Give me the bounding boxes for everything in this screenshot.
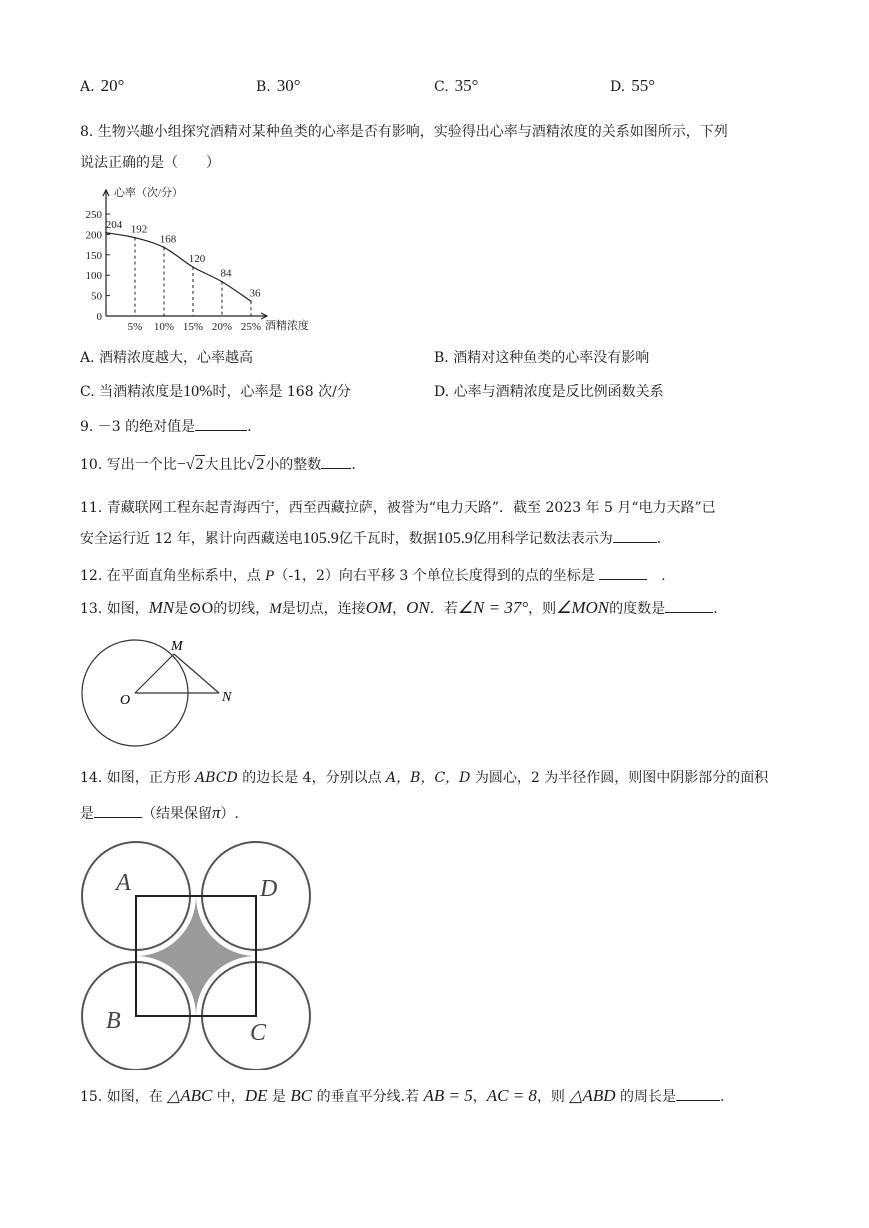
y-axis-title: 心率（次/分） xyxy=(114,187,184,199)
data-point xyxy=(221,281,223,283)
q9-text: 9. －3 的绝对值是 xyxy=(80,419,196,435)
label-n: N xyxy=(222,690,232,705)
q8-option-c-value: 10% xyxy=(183,383,213,400)
q7-option-b: B. 30° xyxy=(256,76,301,95)
y-tick-label: 200 xyxy=(85,229,102,242)
data-label: 168 xyxy=(159,233,177,246)
q7-option-c: C. 35° xyxy=(434,76,479,95)
q10-sqrt2: √2 xyxy=(246,456,265,473)
x-axis-title: 酒精浓度 xyxy=(265,320,309,332)
q7-option-d: D. 55° xyxy=(610,76,655,95)
q11-line1: 11. 青藏联网工程东起青海西宁，西至西藏拉萨，被誉为“电力天路”．截至 2023 年 5 月“电力天路”已 xyxy=(80,500,716,516)
q11-answer-blank xyxy=(613,528,657,543)
x-tick-label: 25% xyxy=(240,321,262,333)
q12-line: 12. 在平面直角坐标系中，点 P（-1，2）向右平移 3 个单位长度得到的点的坐标是 . xyxy=(80,565,666,585)
q8-line-chart xyxy=(76,186,346,336)
x-tick-label: 5% xyxy=(127,321,143,333)
y-tick-label: 150 xyxy=(85,249,102,262)
y-tick-label: 0 xyxy=(96,311,102,323)
q11-number-1: 105.9 xyxy=(302,530,339,547)
q7-option-a: A. 20° xyxy=(80,76,125,95)
segment-om xyxy=(135,654,174,693)
q10-pre: 10. 写出一个比 xyxy=(80,457,177,473)
q14-four-circles-figure xyxy=(80,838,320,1070)
y-tick-label: 100 xyxy=(85,270,102,283)
label-a: A xyxy=(116,870,131,896)
q14-answer-blank xyxy=(94,803,142,818)
x-tick-label: 10% xyxy=(153,321,175,333)
q8-option-d: D. 心率与酒精浓度是反比例函数关系 xyxy=(434,384,664,400)
q11-number-2: 105.9 xyxy=(436,530,473,547)
q9-answer-blank xyxy=(195,416,247,431)
data-point xyxy=(250,301,252,303)
data-label: 120 xyxy=(188,253,206,266)
q12-answer-blank xyxy=(599,565,647,580)
segment-mn xyxy=(174,654,219,693)
q10-mid: 大且比 xyxy=(204,457,247,473)
data-label: 192 xyxy=(130,223,148,236)
x-tick-label: 15% xyxy=(182,321,204,333)
label-o: O xyxy=(120,693,131,708)
q8-option-a: A. 酒精浓度越大，心率越高 xyxy=(80,350,254,366)
q14-line2: 是 （结果保留π）. xyxy=(80,803,239,822)
x-tick-label: 20% xyxy=(211,321,233,333)
data-point xyxy=(134,237,136,239)
label-d: D xyxy=(260,876,278,902)
q13-answer-blank xyxy=(665,598,713,613)
data-point xyxy=(163,247,165,249)
data-label: 204 xyxy=(105,218,123,231)
q8-stem-line1: 8. 生物兴趣小组探究酒精对某种鱼类的心率是否有影响，实验得出心率与酒精浓度的关系如图所示，下列 xyxy=(80,124,728,140)
q9-line: 9. －3 的绝对值是 . xyxy=(80,416,252,436)
data-point xyxy=(192,266,194,268)
q10-neg-sqrt2: −√2 xyxy=(176,456,204,473)
label-c: C xyxy=(250,1020,267,1046)
q8-option-b: B. 酒精对这种鱼类的心率没有影响 xyxy=(434,350,650,366)
q15-answer-blank xyxy=(676,1086,720,1101)
q8-option-c-pre: C. 当酒精浓度是 xyxy=(80,384,184,400)
label-m: M xyxy=(171,639,183,654)
data-point xyxy=(105,232,107,234)
q8-option-c xyxy=(80,381,351,401)
data-label: 36 xyxy=(249,287,261,300)
q10-answer-blank xyxy=(321,454,351,469)
q8-option-c-post: 时，心率是 168 次/分 xyxy=(212,384,351,400)
y-tick-label: 50 xyxy=(91,290,102,303)
y-tick-label: 250 xyxy=(85,209,102,221)
q10-line: 10. 写出一个比−√2大且比√2小的整数 . xyxy=(80,456,356,473)
q10-post: 小的整数 xyxy=(265,457,322,473)
q13-circle-figure xyxy=(78,630,248,755)
q11-line2: 安全运行近 12 年，累计向西藏送电105.9亿千瓦时，数据105.9亿用科学记数法表示为 . xyxy=(80,530,662,547)
label-b: B xyxy=(106,1008,121,1034)
q14-line1: 14. 如图，正方形 ABCD 的边长是 4，分别以点 A，B，C，D 为圆心，2 为半径作圆，则图中阴影部分的面积 xyxy=(80,770,769,786)
q8-stem-line2: 说法正确的是（ ） xyxy=(80,155,220,171)
chart-axes xyxy=(103,190,267,319)
q13-line: 13. 如图，MN是⊙O的切线，M是切点，连接OM，ON．若∠N = 37°，则∠MON的度数是 . xyxy=(80,598,718,617)
q15-line: 15. 如图，在 △ABC 中，DE 是 BC 的垂直平分线.若 AB = 5，AC = 8，则 △ABD 的周长是 . xyxy=(80,1086,725,1105)
data-label: 84 xyxy=(220,267,232,280)
